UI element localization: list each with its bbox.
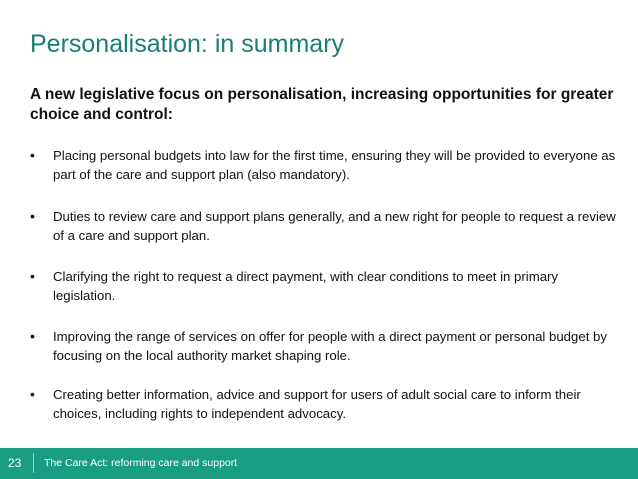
- bullet-marker: •: [30, 147, 35, 163]
- footer-divider: [33, 453, 34, 473]
- page-number: 23: [8, 456, 22, 470]
- bullet-text: Duties to review care and support plans generally, and a new right for people to request a review of a care and support plan.: [53, 209, 616, 243]
- footer-caption: The Care Act: reforming care and support: [44, 457, 238, 469]
- bullet-text: Improving the range of services on offer for people with a direct payment or personal budget by focusing on the local authority market shaping role.: [53, 329, 607, 363]
- slide-subtitle: A new legislative focus on personalisation, increasing opportunities for greater choice and control:: [30, 86, 614, 123]
- slide-title: Personalisation: in summary: [30, 30, 345, 58]
- bullet-marker: •: [30, 208, 35, 224]
- bullet-text: Placing personal budgets into law for the first time, ensuring they will be provided to everyone as part of the care and support plan (also mandatory).: [53, 148, 616, 182]
- bullet-marker: •: [30, 328, 35, 344]
- bullet-text: Clarifying the right to request a direct payment, with clear conditions to meet in primary legislation.: [53, 269, 559, 303]
- bullet-marker: •: [30, 268, 35, 284]
- bullet-marker: •: [30, 386, 35, 402]
- bullet-text: Creating better information, advice and support for users of adult social care to inform their choices, including rights to independent advocacy.: [53, 387, 581, 421]
- footer-bar: [0, 448, 638, 479]
